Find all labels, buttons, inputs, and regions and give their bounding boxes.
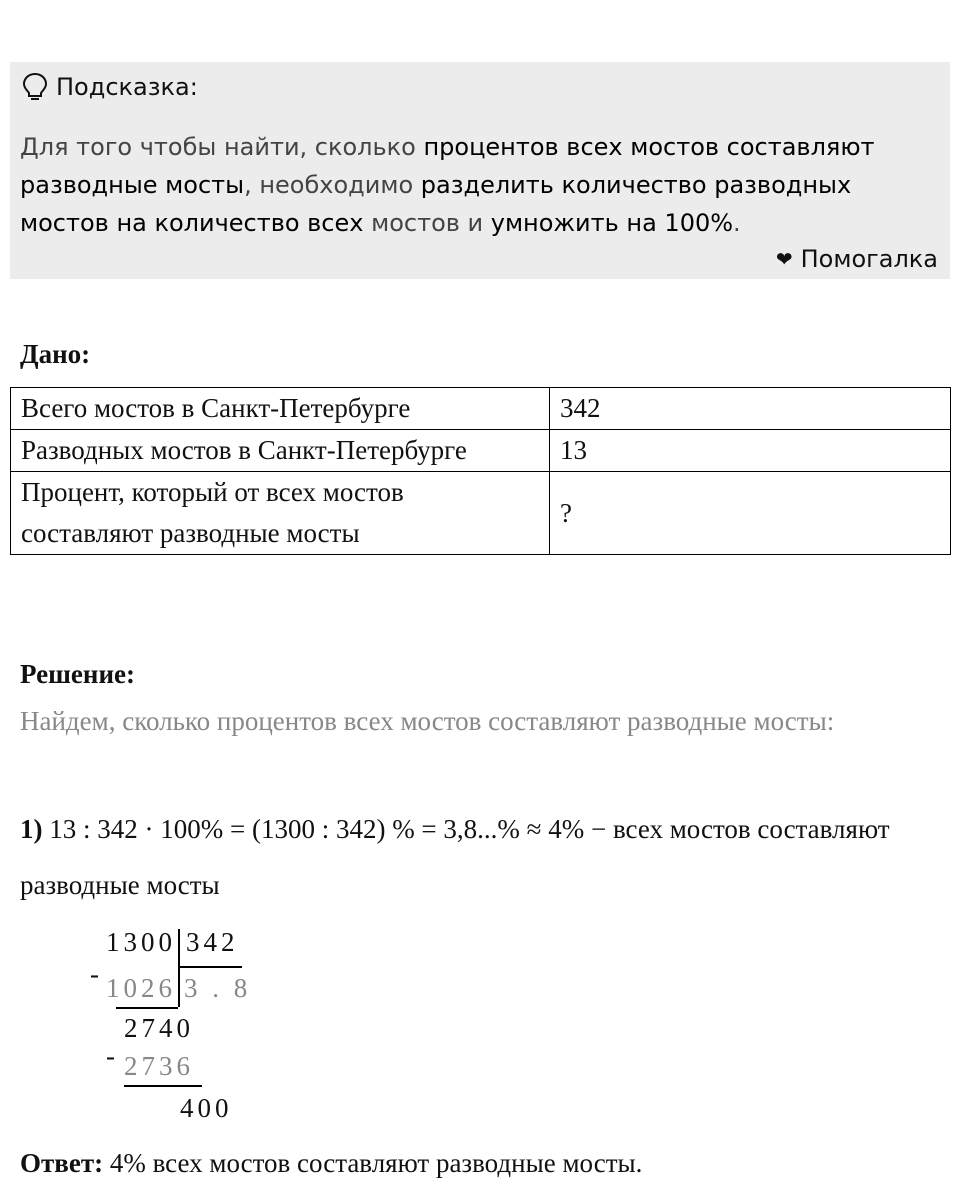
table-row	[11, 430, 951, 472]
dividend: 1300	[106, 927, 176, 957]
quotient: 3 . 8	[184, 973, 252, 1003]
divisor: 342	[186, 927, 239, 957]
solution-title: Решение:	[20, 659, 135, 689]
step-number: 1)	[20, 814, 43, 844]
hint-header	[22, 72, 198, 102]
given-title: Дано:	[20, 339, 91, 369]
step-text: 13 : 342 · 100% = (1300 : 342) % = 3,8...% ≈ 4% − всех мостов составляют разводные мосты	[20, 814, 890, 900]
table-cell-label: Разводных мостов в Санкт-Петербурге	[11, 430, 550, 472]
underline	[116, 1007, 178, 1009]
remainder: 400	[180, 1093, 233, 1123]
remainder: 2740	[124, 1013, 194, 1043]
division-bar-vertical	[178, 929, 180, 1007]
lightbulb-icon	[22, 72, 48, 102]
minus-sign: -	[90, 959, 103, 989]
table-cell-value: 13	[550, 430, 951, 472]
hint-box	[10, 62, 950, 279]
division-bar-horizontal	[178, 966, 242, 968]
hint-text: Для того чтобы найти, сколько процентов всех мостов составляют разводные мосты, необходимо разделить количество разводных мостов на количество всех мостов и умножить на 100%.	[20, 133, 875, 237]
table-cell-label: Всего мостов в Санкт-Петербурге	[11, 388, 550, 430]
table-cell-value: ?	[550, 472, 951, 555]
table-cell-value: 342	[550, 388, 951, 430]
hint-title: Подсказка:	[56, 73, 198, 101]
table-cell-label: Процент, который от всех мостов составляют разводные мосты	[11, 472, 550, 555]
answer-label: Ответ:	[20, 1148, 104, 1178]
hint-source-label: Помогалка	[800, 245, 938, 273]
underline	[124, 1085, 202, 1087]
subtrahend: 2736	[124, 1051, 194, 1081]
answer	[20, 1143, 642, 1183]
given-table	[10, 387, 951, 555]
hint-source[interactable]	[776, 244, 938, 274]
heart-icon: ❤	[775, 247, 793, 271]
solution-step	[20, 801, 940, 913]
table-row	[11, 388, 951, 430]
subtrahend: 1026	[106, 973, 176, 1003]
minus-sign: -	[106, 1041, 119, 1071]
long-division	[80, 925, 280, 1125]
answer-text: 4% всех мостов составляют разводные мосты.	[103, 1148, 643, 1178]
table-row	[11, 472, 951, 555]
solution-intro: Найдем, сколько процентов всех мостов составляют разводные мосты:	[20, 706, 835, 736]
